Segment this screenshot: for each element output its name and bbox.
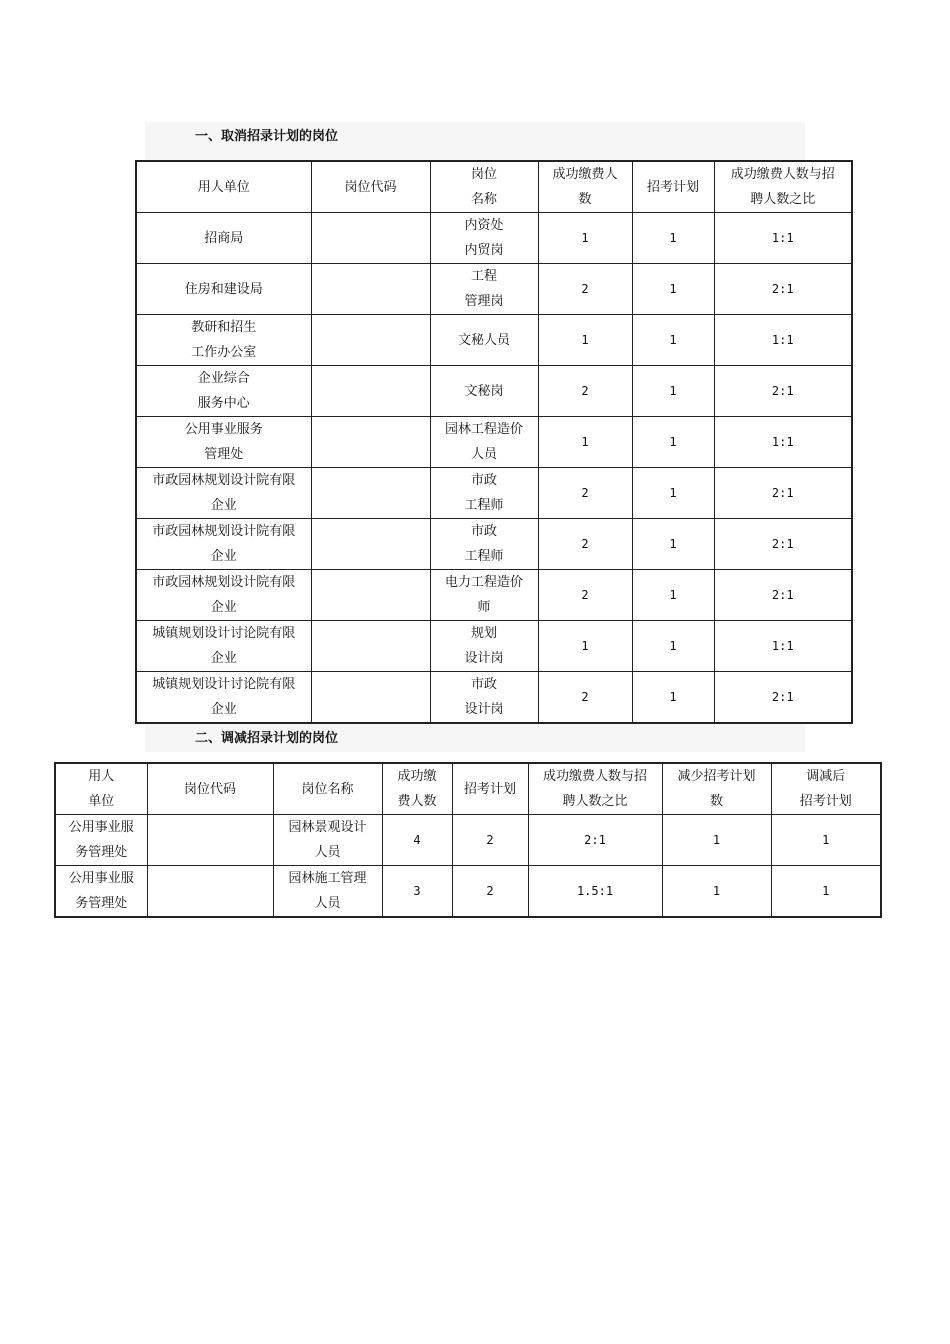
cell-paid: 1	[538, 315, 632, 366]
cell-ratio: 1:1	[714, 315, 852, 366]
cell-paid: 1	[538, 213, 632, 264]
cell-ratio: 1:1	[714, 417, 852, 468]
section2-heading: 二、调减招录计划的岗位	[195, 731, 339, 746]
table-row	[136, 570, 852, 621]
table-row	[136, 468, 852, 519]
cell-plan: 1	[632, 213, 714, 264]
cell-ratio: 2:1	[714, 366, 852, 417]
table-header-row	[55, 763, 881, 815]
cell-post: 市政 设计岗	[430, 672, 538, 724]
cell-post: 电力工程造价 师	[430, 570, 538, 621]
header-plan: 招考计划	[632, 161, 714, 213]
cell-plan: 1	[632, 417, 714, 468]
cell-ratio: 2:1	[714, 672, 852, 724]
cell-unit: 公用事业服 务管理处	[55, 866, 147, 918]
cell-ratio: 2:1	[714, 264, 852, 315]
cell-post: 规划 设计岗	[430, 621, 538, 672]
cell-ratio: 2:1	[714, 570, 852, 621]
cell-ratio: 1.5:1	[528, 866, 662, 918]
cell-unit: 市政园林规划设计院有限 企业	[136, 468, 311, 519]
cell-after: 1	[771, 815, 881, 866]
cell-code	[147, 815, 273, 866]
table-row	[136, 621, 852, 672]
cell-after: 1	[771, 866, 881, 918]
header-post: 岗位 名称	[430, 161, 538, 213]
cell-post: 园林工程造价 人员	[430, 417, 538, 468]
cell-plan: 2	[452, 866, 528, 918]
cell-code	[311, 570, 430, 621]
cell-unit: 教研和招生 工作办公室	[136, 315, 311, 366]
cell-plan: 1	[632, 315, 714, 366]
cell-unit: 公用事业服 务管理处	[55, 815, 147, 866]
cell-code	[311, 315, 430, 366]
cell-paid: 3	[382, 866, 452, 918]
cell-ratio: 2:1	[528, 815, 662, 866]
table-row	[136, 366, 852, 417]
cell-code	[311, 264, 430, 315]
header-unit: 用人 单位	[55, 763, 147, 815]
cell-plan: 1	[632, 672, 714, 724]
cell-paid: 1	[538, 417, 632, 468]
cell-unit: 市政园林规划设计院有限 企业	[136, 519, 311, 570]
cell-plan: 1	[632, 621, 714, 672]
cell-post: 市政 工程师	[430, 468, 538, 519]
cell-post: 文秘人员	[430, 315, 538, 366]
cell-paid: 2	[538, 468, 632, 519]
cell-ratio: 2:1	[714, 519, 852, 570]
section1-heading: 一、取消招录计划的岗位	[195, 129, 339, 144]
cell-code	[311, 366, 430, 417]
cell-code	[311, 621, 430, 672]
cell-code	[147, 866, 273, 918]
cell-paid: 2	[538, 519, 632, 570]
reduced-posts-table	[54, 762, 882, 918]
cell-paid: 1	[538, 621, 632, 672]
header-plan: 招考计划	[452, 763, 528, 815]
cell-code	[311, 213, 430, 264]
cell-unit: 公用事业服务 管理处	[136, 417, 311, 468]
header-paid: 成功缴 费人数	[382, 763, 452, 815]
table-row	[55, 815, 881, 866]
cell-plan: 2	[452, 815, 528, 866]
cell-paid: 2	[538, 264, 632, 315]
cancelled-posts-table	[135, 160, 853, 724]
table-row	[136, 213, 852, 264]
cell-paid: 2	[538, 672, 632, 724]
header-code: 岗位代码	[311, 161, 430, 213]
cell-plan: 1	[632, 468, 714, 519]
cell-unit: 住房和建设局	[136, 264, 311, 315]
cell-code	[311, 672, 430, 724]
header-paid: 成功缴费人 数	[538, 161, 632, 213]
cell-post: 工程 管理岗	[430, 264, 538, 315]
table-row	[136, 264, 852, 315]
cell-plan: 1	[632, 264, 714, 315]
cell-paid: 4	[382, 815, 452, 866]
cell-plan: 1	[632, 519, 714, 570]
header-post: 岗位名称	[273, 763, 382, 815]
table-row	[136, 315, 852, 366]
cell-code	[311, 468, 430, 519]
table-row	[55, 866, 881, 918]
cell-post: 园林景观设计 人员	[273, 815, 382, 866]
header-after: 调减后 招考计划	[771, 763, 881, 815]
cell-reduce: 1	[662, 815, 771, 866]
header-ratio: 成功缴费人数与招 聘人数之比	[528, 763, 662, 815]
cell-post: 内资处 内贸岗	[430, 213, 538, 264]
table-row	[136, 417, 852, 468]
table-header-row	[136, 161, 852, 213]
table-row	[136, 672, 852, 724]
cell-unit: 市政园林规划设计院有限 企业	[136, 570, 311, 621]
header-code: 岗位代码	[147, 763, 273, 815]
cell-plan: 1	[632, 366, 714, 417]
cell-plan: 1	[632, 570, 714, 621]
cell-code	[311, 519, 430, 570]
cell-paid: 2	[538, 570, 632, 621]
cell-paid: 2	[538, 366, 632, 417]
cell-ratio: 1:1	[714, 213, 852, 264]
cell-post: 市政 工程师	[430, 519, 538, 570]
cell-code	[311, 417, 430, 468]
cell-post: 园林施工管理 人员	[273, 866, 382, 918]
cell-ratio: 2:1	[714, 468, 852, 519]
cell-ratio: 1:1	[714, 621, 852, 672]
table-row	[136, 519, 852, 570]
cell-unit: 招商局	[136, 213, 311, 264]
cell-reduce: 1	[662, 866, 771, 918]
cell-unit: 城镇规划设计讨论院有限 企业	[136, 672, 311, 724]
header-unit: 用人单位	[136, 161, 311, 213]
header-ratio: 成功缴费人数与招 聘人数之比	[714, 161, 852, 213]
cell-unit: 企业综合 服务中心	[136, 366, 311, 417]
header-reduce: 减少招考计划 数	[662, 763, 771, 815]
cell-post: 文秘岗	[430, 366, 538, 417]
cell-unit: 城镇规划设计讨论院有限 企业	[136, 621, 311, 672]
